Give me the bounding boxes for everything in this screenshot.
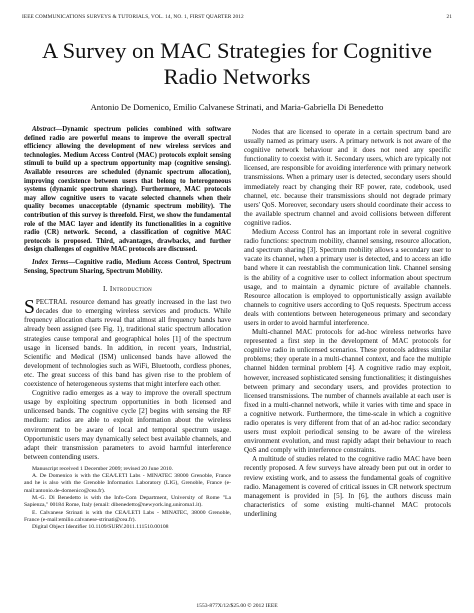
intro-paragraph-1 xyxy=(24,298,231,389)
intro-paragraph-1-text: resource demand has greatly increased in the last two decades due to emerging wireless services and products. While frequency allocation charts reveal that almost all frequency bands have already been assigned (see Fig. 1), traditional static spectrum allocation strategies cause temporal and geographical holes [1] of the spectrum usage in licensed bands. In addition, in recent years, Industrial, Scientific and Medical (ISM) unlicensed bands have allowed the development of technologies such as WiFi, Bluetooth, cordless phones, etc. The great success of this band has given rise to the problem of coexistence of heterogeneous systems that might interfere each other. xyxy=(24,298,231,389)
right-column xyxy=(244,128,451,519)
copyright-line: 1553-877X/12/$25.00 © 2012 IEEE xyxy=(196,603,278,609)
footnote-doi: Digital Object Identifier 10.1109/SURV.2011.111510.00108 xyxy=(32,524,169,531)
page-number: 21 xyxy=(446,14,452,20)
first-word-rest: PECTRAL xyxy=(35,298,68,307)
footnote-author-1: A. De Domenico is with the CEA/LETI Labs - MINATEC 38000 Grenoble, France and he is also with the Grenoble Informatics Laboratory (LIG), Grenoble, France (e-mail:antonio.de-domenico@cea.fr). xyxy=(24,473,231,494)
footnote-received: Manuscript received 1 December 2009; revised 20 June 2010. xyxy=(32,465,174,472)
title-line-1: A Survey on MAC Strategies for Cognitive xyxy=(42,38,432,63)
running-head xyxy=(22,14,452,20)
right-paragraph-2: Medium Access Control has an important role in several cognitive radio functions: spectrum mobility, channel sensing, resource allocation, and spectrum sharing [3]. Spectrum mobility allows a secondary user to vacate its channel, when a primary user is detected, and to access an idle band where it can reestablish the communication link. Channel sensing is the ability of a cognitive user to collect information about spectrum usage, and to maintain a dynamic picture of available channels. Resource allocation is employed to opportunistically assign available channels to cognitive users according to QoS requests. Spectrum access deals with contentions between heterogeneous primary and secondary users in order to avoid harmful interference. xyxy=(244,228,451,327)
abstract-text: —Dynamic spectrum policies combined with software defined radio are powerful means to improve the overall spectral efficiency allowing the development of new wireless services and technologies. Medium Access Control (MAC) protocols exploit sensing stimuli to build up a spectrum opportunity map (cognitive sensing). Available resources are scheduled (dynamic spectrum allocation), improving coexistence between users that belong to heterogeneous systems (dynamic spectrum sharing). Furthermore, MAC protocols may allow cognitive users to vacate selected channels when their quality becomes unacceptable (dynamic spectrum mobility). The contribution of this survey is threefold. First, we show the fundamental role of the MAC layer and identify its functionalities in a cognitive radio (CR) network. Second, a classification of cognitive MAC protocols is proposed. Third, advantages, drawbacks, and further design challenges of cognitive MAC protocols are discussed. xyxy=(24,126,231,254)
footnote-author-3: E. Calvanese Strinati is with the CEA/LETI Labs - MINATEC, 38000 Grenoble, France (e-mail:emilio.calvanese-strinati@cea.fr). xyxy=(24,509,231,523)
author-list: Antonio De Domenico, Emilio Calvanese Strinati, and Maria-Gabriella Di Benedetto xyxy=(90,102,384,112)
left-column xyxy=(24,126,231,532)
intro-paragraph-2: Cognitive radio emerges as a way to improve the overall spectrum usage by exploiting spectrum opportunities in both licensed and unlicensed bands. The cognitive cycle [2] begins with sensing the RF medium: radios are able to exploit information about the wireless environment to be aware of local and temporal spectrum usage. Opportunistic users may dynamically select best available channels, and adapt their transmission parameters to avoid harmful interference between contending users. xyxy=(24,389,231,461)
footnote-author-2: M.-G. Di Benedetto is with the Info-Com Department, University of Rome "La Sapienza," 00184 Rome, Italy (email: dibenedetto@newyork.ing.uniroma1.it). xyxy=(24,495,231,509)
index-terms-text: —Cognitive radio, Medium Access Control, Spectrum Sensing, Spectrum Sharing, Spectrum Mobility. xyxy=(24,258,231,275)
right-paragraph-4: A multitude of studies related to the cognitive radio MAC have been recently proposed. A few surveys have already been put out in order to review existing work, and to assess the fundamental goals of cognitive radio. Management is covered of critical issues in CR network spectrum management is provided in [5]. In [6], the authors discuss main characteristics of some existing multi-channel MAC protocols underlining xyxy=(244,455,451,518)
index-terms-lead: Index Terms xyxy=(32,258,69,266)
right-paragraph-1: Nodes that are licensed to operate in a certain spectrum band are usually named as primary users. A primary network is not aware of the cognitive network behaviour and it does not need any specific functionality to coexist with it. Secondary users, which are typically not licensed, are responsible for avoiding interference with primary network transmissions. When a primary user is detected, secondary users should immediately react by changing their RF power, rate, codebook, used channel, etc. because their transmissions should not degrade primary users' QoS. Moreover, secondary users should coordinate their access to the available spectrum channel and avoid collisions between different cognitive radios. xyxy=(244,128,451,227)
right-paragraph-3: Multi-channel MAC protocols for ad-hoc wireless networks have represented a first step in the development of MAC protocols for cognitive radio in unlicensed scenarios. These protocols address similar problems; they operate in a multi-channel context, and face the multiple channel hidden terminal problem [4]. A cognitive radio may exploit, however, increased sophisticated sensing functionalities; it distinguishes between primary and secondary users, and provides protection to licensed transmissions. The number of channels available at each user is fixed in a multi-channel network, while it varies with time and space in a cognitive network. Furthermore, the time-scale in which a cognitive radio operates is very different from that of an ad-hoc radio: secondary users must exploit periodical sensing to be aware of the wireless environment evolution, and must rapidly adapt their behaviour to reach QoS and comply with interference constraints. xyxy=(244,328,451,455)
paper-title xyxy=(0,38,474,90)
section-heading-introduction: I. Introduction xyxy=(102,284,153,294)
index-terms xyxy=(24,259,231,276)
title-line-2: Radio Networks xyxy=(163,64,311,89)
journal-header: IEEE COMMUNICATIONS SURVEYS & TUTORIALS, VOL. 14, NO. 1, FIRST QUARTER 2012 xyxy=(22,14,244,20)
drop-cap: S xyxy=(24,297,35,319)
abstract-lead: Abstract xyxy=(32,126,56,133)
footnotes xyxy=(24,466,231,532)
abstract xyxy=(24,126,231,255)
